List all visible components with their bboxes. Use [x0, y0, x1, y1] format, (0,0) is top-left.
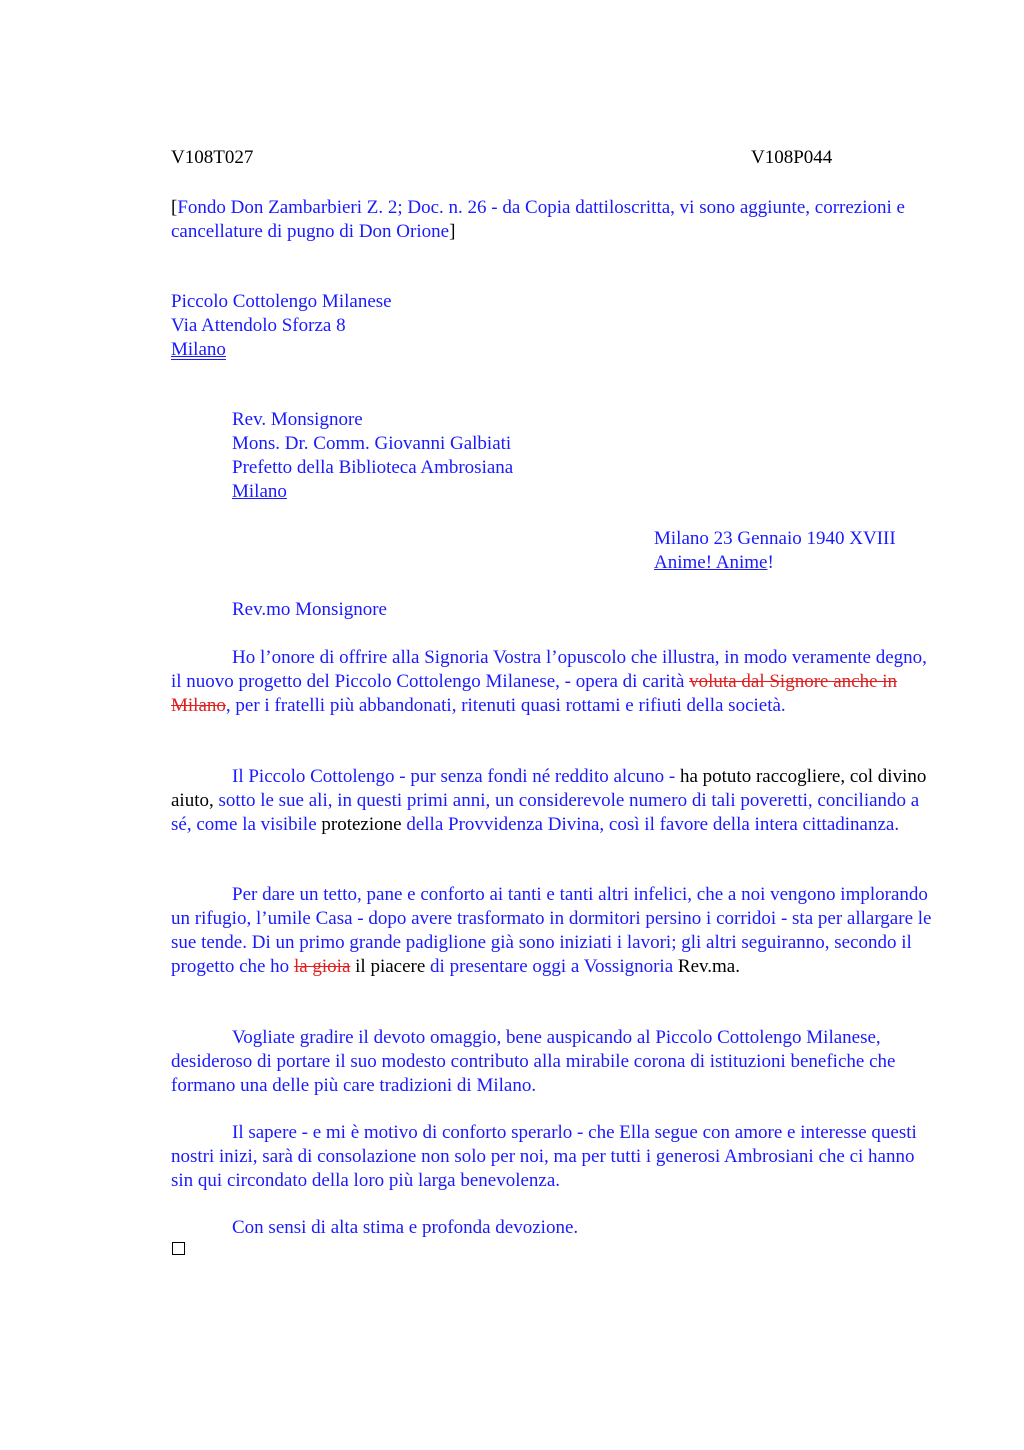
recipient-city: Milano — [232, 481, 287, 502]
recipient-role: Prefetto della Biblioteca Ambrosiana — [232, 457, 514, 478]
recipient-salutation: Rev. Monsignore — [232, 409, 363, 430]
paragraph-5: Il sapere - e mi è motivo di conforto sperarlo - che Ella segue con amore e interesse questi nostri inizi, sarà di consolazione non solo per noi, ma per tutti i generosi Ambrosiani che ci hanno sin qui circondato della loro più larga benevolenza. — [171, 1122, 917, 1191]
source-note — [171, 196, 941, 244]
p2-text-b: ha potuto raccogliere, col divino aiuto, — [171, 766, 927, 811]
paragraph-3 — [171, 883, 936, 979]
code-left: V108T027 — [171, 147, 254, 168]
recipient-address — [232, 408, 932, 504]
source-note-close-bracket: ] — [449, 221, 456, 242]
p1-text-b: , per i fratelli più abbandonati, ritenuti quasi rottami e rifiuti della società. — [225, 695, 786, 716]
p2-text-c: sotto le sue ali, in questi primi anni, un considerevole numero di tali poveretti, conciliando a sé, come la visibile — [171, 790, 920, 835]
source-note-text: Fondo Don Zambarbieri Z. 2; Doc. n. 26 - da Copia dattiloscritta, vi sono aggiunte, correzioni e cancellature di pugno di Don Orione — [171, 197, 905, 242]
p3-struck-text: la gioia — [293, 956, 351, 977]
paragraph-4: Vogliate gradire il devoto omaggio, bene auspicando al Piccolo Cottolengo Milanese, desideroso di portare il suo modesto contributo alla mirabile corona di istituzioni benefiche che formano una delle più care tradizioni di Milano. — [171, 1027, 896, 1096]
letter-motto: Anime! Anime — [654, 552, 768, 573]
source-note-open-bracket: [ — [171, 197, 178, 218]
code-right: V108P044 — [751, 147, 833, 168]
p3-text-b: il piacere — [350, 956, 426, 977]
greeting: Rev.mo Monsignore — [232, 599, 387, 620]
p2-text-d: protezione — [321, 814, 402, 835]
sender-street: Via Attendolo Sforza 8 — [171, 315, 346, 336]
letter-date: Milano 23 Gennaio 1940 XVIII — [654, 528, 896, 549]
paragraph-1 — [171, 646, 936, 718]
dateline — [654, 527, 954, 575]
p3-text-a: Per dare un tetto, pane e conforto ai tanti e tanti altri infelici, che a noi vengono implorando un rifugio, l’umile Casa - dopo avere trasformato in dormitori persino i corridoi - sta per allargare le sue tende. Di un primo grande padiglione già sono iniziati i lavori; gli altri seguiranno, secondo il progetto che ho — [171, 884, 932, 977]
p1-struck-text: voluta dal Signore anche in Milano — [171, 671, 898, 716]
recipient-name: Mons. Dr. Comm. Giovanni Galbiati — [232, 433, 512, 454]
square-outline-icon — [172, 1242, 185, 1255]
sender-address — [171, 290, 941, 362]
document-codes — [171, 146, 941, 170]
paragraph-2 — [171, 765, 936, 837]
p2-text-a: Il Piccolo Cottolengo - pur senza fondi né reddito alcuno - — [232, 766, 680, 787]
letter-motto-end: ! — [767, 552, 774, 573]
closing-line: Con sensi di alta stima e profonda devozione. — [232, 1217, 579, 1238]
p3-text-d: Rev.ma. — [673, 956, 740, 977]
sender-city: Milano — [171, 339, 226, 360]
p3-text-c: di presentare oggi a Vossignoria — [425, 956, 674, 977]
p1-text-a: Ho l’onore di offrire alla Signoria Vostra l’opuscolo che illustra, in modo veramente degno, il nuovo progetto del Piccolo Cottolengo Milanese, - opera di carità — [171, 647, 927, 692]
sender-org: Piccolo Cottolengo Milanese — [171, 291, 392, 312]
p2-text-e: della Provvidenza Divina, così il favore della intera cittadinanza. — [401, 814, 900, 835]
